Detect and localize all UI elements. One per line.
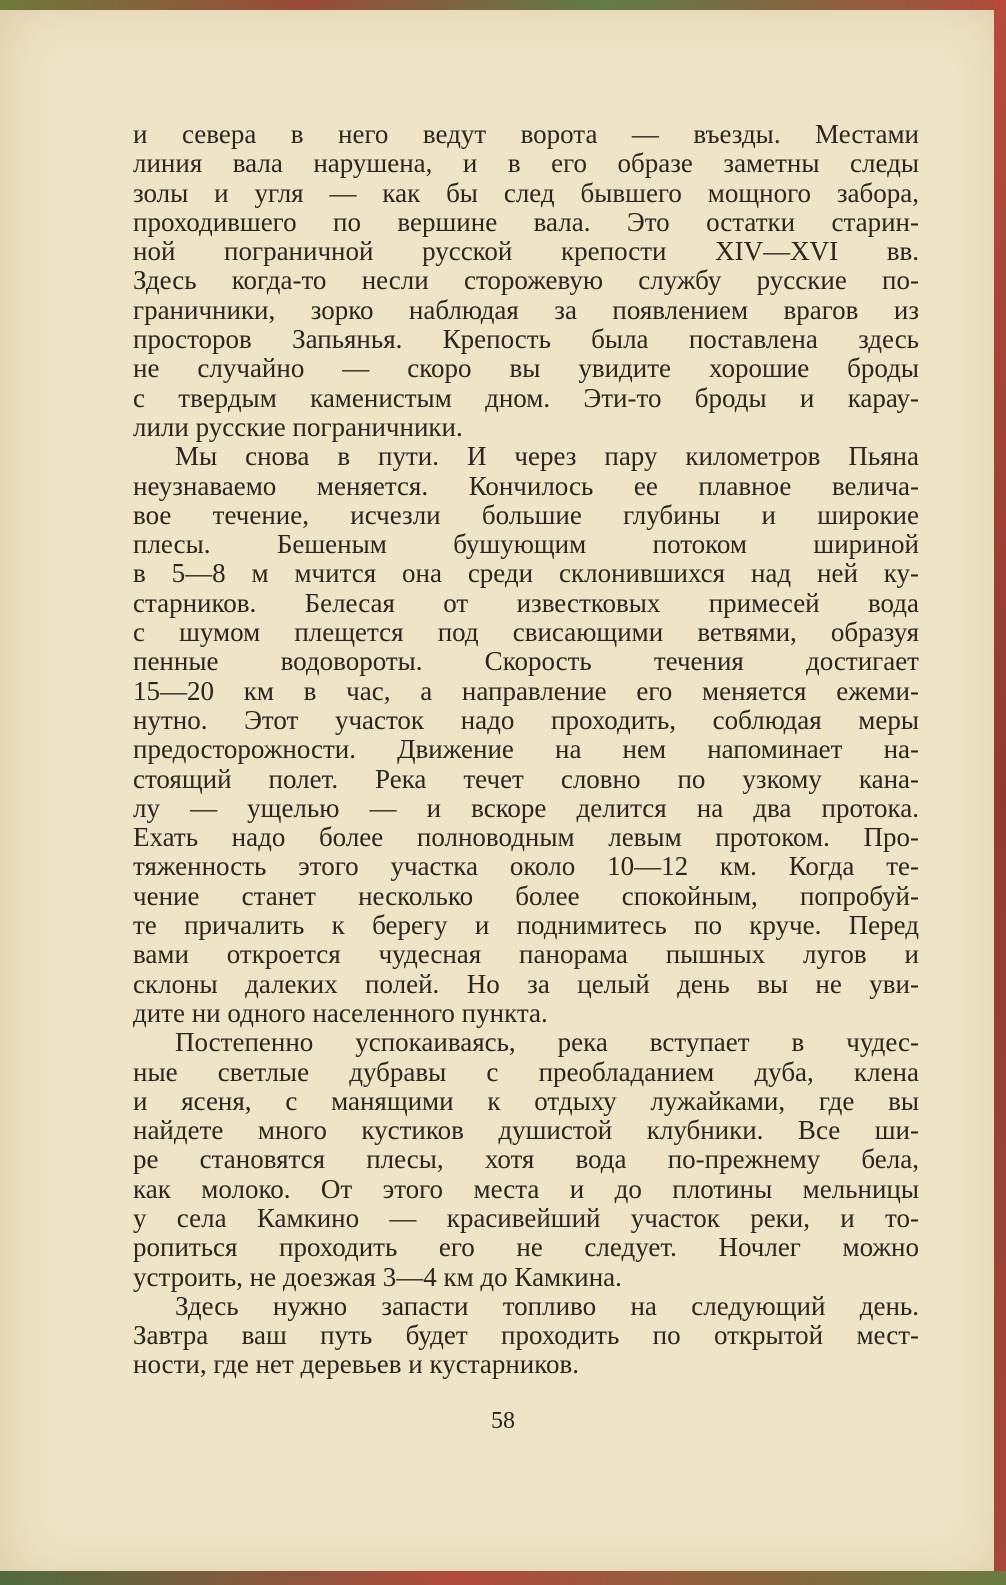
text-line: чение станет несколько более спокойным, попробуй-	[133, 880, 919, 911]
text-line: ности, где нет деревьев и кустарников.	[133, 1349, 579, 1380]
text-line: неузнаваемо меняется. Кончилось ее плавное велича-	[133, 470, 919, 501]
text-line: ропиться проходить его не следует. Ночлег можно	[133, 1232, 919, 1263]
page-number: 58	[491, 1408, 515, 1434]
text-line: дите ни одного населенного пункта.	[133, 997, 548, 1028]
text-line: найдете много кустиков душистой клубники. Все ши-	[133, 1115, 919, 1146]
text-line: устроить, не доезжая 3—4 км до Камкина.	[133, 1261, 622, 1292]
page-edge-bottom	[0, 1571, 1006, 1585]
text-line: тяженность этого участка около 10—12 км. Когда те-	[133, 851, 919, 882]
text-line: плесы. Бешеным бушующим потоком шириной	[133, 529, 919, 560]
text-line: золы и угля — как бы след бывшего мощного забора,	[133, 177, 919, 208]
paragraph	[133, 442, 919, 1028]
text-line: те причалить к берегу и поднимитесь по круче. Перед	[133, 910, 919, 941]
text-line: ре становятся плесы, хотя вода по-прежнему бела,	[133, 1144, 919, 1175]
text-line: 15—20 км в час, а направление его меняется ежеми-	[133, 675, 919, 706]
text-line: просторов Запьянья. Крепость была поставлена здесь	[133, 324, 919, 355]
paragraph	[133, 1028, 919, 1292]
text-line: предосторожности. Движение на нем напоминает на-	[133, 734, 919, 765]
text-line: вами откроется чудесная панорама пышных лугов и	[133, 939, 919, 970]
text-line: вое течение, исчезли большие глубины и широкие	[133, 499, 919, 530]
text-line: склоны далеких полей. Но за целый день вы не уви-	[133, 968, 919, 999]
page-edge-top	[0, 0, 1006, 10]
text-line: как молоко. От этого места и до плотины мельницы	[133, 1173, 919, 1204]
text-line: с твердым каменистым дном. Эти-то броды и карау-	[133, 382, 919, 413]
text-line: Здесь когда-то несли сторожевую службу русские по-	[133, 265, 919, 296]
paragraph	[133, 1292, 919, 1380]
text-line: у села Камкино — красивейший участок реки, и то-	[133, 1202, 919, 1233]
text-line: нутно. Этот участок надо проходить, соблюдая меры	[133, 704, 919, 735]
paragraph	[133, 120, 919, 442]
text-line: пенные водовороты. Скорость течения достигает	[133, 646, 919, 677]
text-line: старников. Белесая от известковых примесей вода	[133, 587, 919, 618]
text-line: проходившего по вершине вала. Это остатки старин-	[133, 206, 919, 237]
text-line: ной пограничной русской крепости XIV—XVI вв.	[133, 236, 919, 267]
text-line: стоящий полет. Река течет словно по узкому кана-	[133, 763, 919, 794]
text-line: Здесь нужно запасти топливо на следующий день.	[175, 1290, 919, 1321]
page-edge-right	[994, 0, 1006, 1585]
text-line: и ясеня, с манящими к отдыху лужайками, где вы	[133, 1085, 919, 1116]
text-line: Постепенно успокаиваясь, река вступает в чудес-	[175, 1027, 919, 1058]
text-line: с шумом плещется под свисающими ветвями, образуя	[133, 617, 919, 648]
text-line: в 5—8 м мчится она среди склонившихся над ней ку-	[133, 558, 919, 589]
text-line: Мы снова в пути. И через пару километров Пьяна	[175, 441, 919, 472]
text-line: и севера в него ведут ворота — въезды. Местами	[133, 119, 919, 149]
text-line: граничники, зорко наблюдая за появлением врагов из	[133, 294, 919, 325]
text-line: ные светлые дубравы с преобладанием дуба, клена	[133, 1056, 919, 1087]
text-line: линия вала нарушена, и в его образе заметны следы	[133, 148, 919, 179]
text-line: Завтра ваш путь будет проходить по открытой мест-	[133, 1320, 919, 1351]
text-line: Ехать надо более полноводным левым протоком. Про-	[133, 822, 919, 853]
body-text	[133, 120, 919, 1380]
text-line: лили русские пограничники.	[133, 411, 463, 442]
text-line: лу — ущелью — и вскоре делится на два протока.	[133, 792, 919, 823]
text-line: не случайно — скоро вы увидите хорошие броды	[133, 353, 919, 384]
